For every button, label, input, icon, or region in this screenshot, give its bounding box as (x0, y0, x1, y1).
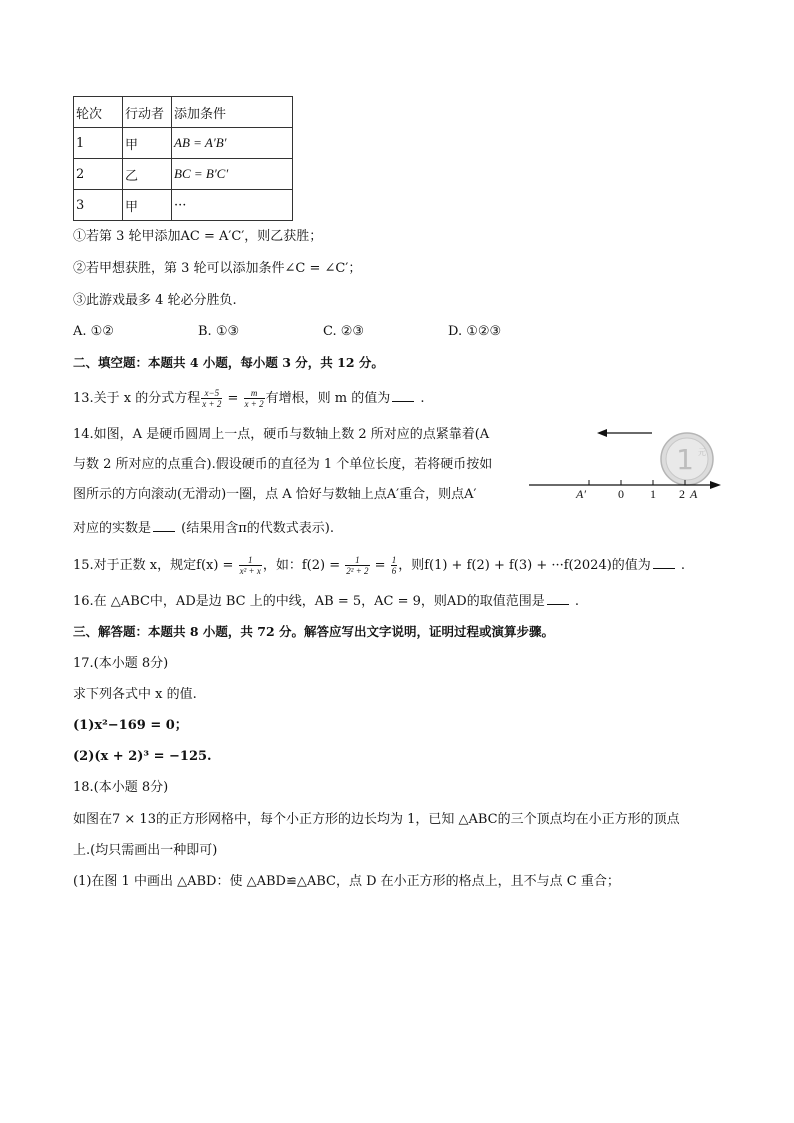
left-arrow-icon (597, 429, 652, 437)
option-d: D. ①②③ (448, 324, 502, 339)
table-cell: AB = A′B′ (172, 128, 293, 159)
q12-statement-1: ①若第 3 轮甲添加AC = A′C′，则乙获胜； (73, 229, 323, 244)
rounds-table (73, 96, 293, 221)
table-cell: 甲 (123, 128, 172, 159)
table-header-cell: 行动者 (123, 97, 172, 128)
table-cell: BC = B′C′ (172, 159, 293, 190)
q17-part-2: (2)(x + 2)³ = −125. (73, 749, 212, 764)
q17-prompt: 求下列各式中 x 的值. (73, 687, 197, 702)
q14-line-1: 14.如图，A 是硬币圆周上一点，硬币与数轴上数 2 所对应的点紧靠着(A (73, 427, 490, 442)
q17-part-1: (1)x²−169 = 0； (73, 718, 188, 733)
fraction (391, 555, 398, 576)
label-a: A (690, 487, 698, 501)
table-cell: 3 (74, 190, 123, 221)
fraction (239, 555, 262, 576)
table-header-cell: 添加条件 (172, 97, 293, 128)
answer-blank[interactable] (392, 389, 414, 402)
q15-end: . (676, 558, 686, 573)
numerator: 1 (345, 555, 369, 566)
q18-line-2: 上.(均只需画出一种即可) (73, 843, 218, 858)
label-two: 2 (679, 487, 685, 501)
answer-blank[interactable] (153, 519, 175, 532)
q15-prefix: 15.对于正数 x，规定f(x) = (73, 558, 238, 573)
answer-blank[interactable] (547, 592, 569, 605)
q15-suffix: ，则f(1) + f(2) + f(3) + ···f(2024)的值为 (398, 558, 651, 573)
equals-sign: = (370, 558, 390, 573)
question-15 (73, 553, 685, 579)
numerator: m (244, 388, 265, 399)
axis-arrow-icon (710, 481, 721, 489)
coin-number-line-figure (527, 425, 727, 507)
q16-text: 16.在 △ABC中，AD是边 BC 上的中线，AB = 5，AC = 9，则AD的取值范围是 (73, 594, 545, 609)
coin-digit: 1 (676, 443, 694, 476)
denominator: x² + x (239, 566, 261, 576)
fraction (244, 388, 265, 409)
numerator: 1 (391, 555, 397, 565)
denominator: 2² + 2 (346, 566, 369, 576)
label-one: 1 (650, 487, 656, 501)
option-b: B. ①③ (198, 324, 240, 339)
fraction (345, 555, 369, 576)
table-cell: 2 (74, 159, 123, 190)
q15-middle: ，如：f(2) = (262, 558, 345, 573)
table-header-cell: 轮次 (74, 97, 123, 128)
q12-options (73, 323, 573, 341)
q18-title: 18.(本小题 8分) (73, 780, 169, 795)
fraction (201, 388, 222, 409)
q14-line-4-suffix: (结果用含π的代数式表示). (177, 521, 334, 536)
table-cell: ··· (172, 190, 293, 221)
table-cell: 乙 (123, 159, 172, 190)
label-zero: 0 (618, 487, 624, 501)
section-2-heading: 二、填空题：本题共 4 小题，每小题 3 分，共 12 分。 (73, 355, 384, 370)
q16-end: . (570, 594, 579, 609)
option-a: A. ①② (73, 324, 114, 339)
table-row (74, 128, 293, 159)
denominator: x + 2 (244, 399, 264, 409)
q13-end: . (416, 391, 425, 406)
answer-blank[interactable] (653, 556, 675, 569)
coin-text: 元 (698, 448, 706, 457)
denominator: x + 2 (202, 399, 222, 409)
question-13 (73, 386, 424, 412)
numerator: 1 (239, 555, 262, 566)
table-row (74, 190, 293, 221)
section-3-heading: 三、解答题：本题共 8 小题，共 72 分。解答应写出文字说明，证明过程或演算步骤。 (73, 624, 555, 639)
numerator: x−5 (201, 388, 222, 399)
label-a-prime: A′ (576, 487, 586, 501)
q14-line-4-text: 对应的实数是 (73, 521, 152, 536)
q13-prefix: 13.关于 x 的分式方程 (73, 391, 201, 406)
option-c: C. ②③ (323, 324, 365, 339)
q12-statement-2: ②若甲想获胜，第 3 轮可以添加条件∠C = ∠C′； (73, 261, 362, 276)
table-row (74, 159, 293, 190)
q14-line-3: 图所示的方向滚动(无滑动)一圈，点 A 恰好与数轴上点A′重合，则点A′ (73, 487, 477, 502)
table-cell: 1 (74, 128, 123, 159)
table-header-row (74, 97, 293, 128)
q14-line-2: 与数 2 所对应的点重合).假设硬币的直径为 1 个单位长度，若将硬币按如 (73, 457, 493, 472)
q17-title: 17.(本小题 8分) (73, 656, 169, 671)
q12-statement-3: ③此游戏最多 4 轮必分胜负. (73, 293, 237, 308)
q18-line-3: (1)在图 1 中画出 △ABD：使 △ABD≌△ABC，点 D 在小正方形的格点上，且不与点 C 重合； (73, 874, 620, 889)
q18-line-1: 如图在7 × 13的正方形网格中，每个小正方形的边长均为 1，已知 △ABC的三个顶点均在小正方形的顶点 (73, 812, 680, 827)
coin-icon (661, 433, 713, 485)
question-16 (73, 592, 579, 611)
q13-suffix: 有增根，则 m 的值为 (265, 391, 391, 406)
q14-line-4 (73, 519, 334, 538)
denominator: 6 (391, 566, 397, 576)
table-cell: 甲 (123, 190, 172, 221)
equals-sign: = (223, 391, 243, 406)
